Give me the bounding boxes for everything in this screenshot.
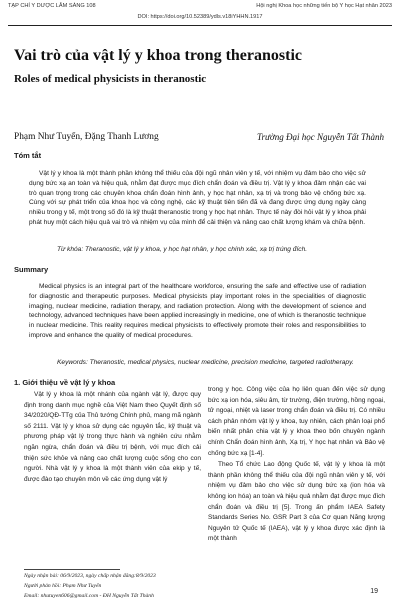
conference-name: Hội nghị Khoa học những tiến bộ Y học Hạt nhân 2023 (256, 3, 392, 9)
section-1-heading: 1. Giới thiệu về vật lý y khoa (14, 378, 116, 387)
abstract-en-heading: Summary (14, 265, 49, 274)
right-paragraph-ilo: Theo Tổ chức Lao động Quốc tế, vật lý y khoa là một thành phần không thể thiếu của đội ngũ nhân viên y tế, với nhiệm vụ đảm bảo cho việc sử dụng bức xạ (ion hóa và không ion hóa) an toàn và hiệu quả nhằm đạt được mục đích chẩn đoán và điều trị [5]. Trong ấn phẩm IAEA Safety Standards Series No. GSR Part 3 của Cơ quan Năng lượng Nguyên tử Quốc tế (IAEA), vật lý y khoa được xác định là một thành (208, 461, 385, 543)
body-right-column (208, 385, 385, 545)
body-left-column: Vật lý y khoa là một nhánh của ngành vật lý, được quy định trong danh mục nghề của Việt Nam theo Quyết định số 34/2020/QĐ-TTg của Thủ tướng Chính phủ, mang mã ngành số 2111. Vật lý y khoa sử dụng các nguyên tắc, kỹ thuật và phương pháp vật lý trong thực hành và nghiên cứu nhằm ngăn ngừa, chẩn đoán và điều trị bệnh, với mục đích cải thiện sức khỏe và nâng cao chất lượng cuộc sống cho con người. Nhà vật lý y khoa là một thành viên của ekip y tế, được đào tạo chuyên môn về các ứng dụng vật lý (24, 391, 201, 483)
footnotes (24, 571, 156, 600)
footnote-divider (24, 569, 120, 570)
footnote-email: Email: nhutuyen606@gmail.com - ĐH Nguyễn Tất Thành (24, 593, 154, 599)
author-list: Phạm Như Tuyển, Đặng Thanh Lương (14, 132, 159, 142)
abstract-en-body: Medical physics is an integral part of the healthcare workforce, ensuring the safe and effective use of radiation for diagnostic and therapeutic purposes. Medical physicists play important roles in the specialities of diagnostic imaging, nuclear medicine, radiation therapy, and radiation protection. Along with the development of science and technology, advanced techniques have been applied increasingly in medicine, one of which is theranostic technique in nuclear medicine. This reality requires medical physicists to effectively promote their roles and responsibilities to improve and enhance the quality of medical procedures. (29, 283, 366, 339)
page-number: 19 (370, 588, 378, 595)
right-paragraph-continued: trong y học. Công việc của họ liên quan đến việc sử dụng bức xạ ion hóa, siêu âm, từ trường, điện trường, hồng ngoại, tử ngoại, nhiệt và laser trong chẩn đoán và điều trị. Có nhiều cách phân nhóm vật lý y khoa, tuy nhiên, cách phân loại phổ biến nhất phân chia vật lý y khoa theo bốn chuyên ngành chính Chẩn đoán hình ảnh, Xạ trị, Y học hạt nhân và Bảo vệ chống bức xạ [1-4]. (208, 386, 385, 457)
journal-name: TẠP CHÍ Y DƯỢC LÂM SÀNG 108 (8, 3, 96, 9)
header-divider (8, 25, 392, 26)
abstract-vn-heading: Tóm tắt (14, 151, 42, 160)
footnote-dates: Ngày nhận bài: 06/9/2023, ngày chấp nhận đăng:8/9/2023 (24, 573, 156, 579)
keywords-vn: Từ khóa: Theranostic, vật lý y khoa, y học hạt nhân, y học chính xác, xạ trị trúng đích. (57, 246, 308, 253)
article-title-english: Roles of medical physicists in theranostic (14, 73, 207, 85)
article-title-vietnamese: Vai trò của vật lý y khoa trong theranostic (14, 47, 302, 64)
author-affiliation: Trường Đại học Nguyễn Tất Thành (257, 132, 384, 142)
doi-link[interactable]: DOI: https://doi.org/10.52389/ydls.v18iYHHN.1917 (137, 14, 263, 20)
abstract-vn-body: Vật lý y khoa là một thành phần không thể thiếu của đội ngũ nhân viên y tế, với nhiệm vụ đảm bảo cho việc sử dụng bức xạ an toàn và hiệu quả, nhằm đạt được mục đích chẩn đoán và điều trị. Vật lý y khoa đảm nhận các vai trò quan trọng trong các chuyên khoa chẩn đoán hình ảnh, y học hạt nhân, xạ trị và trong bảo vệ chống bức xạ. Cùng với sự phát triển của khoa học và công nghệ, các kỹ thuật tiên tiến đã và đang được ứng dụng ngày càng nhiều trong y tế, một trong số đó là kỹ thuật theranostic trong y học hạt nhân. Thực tế này đòi hỏi vật lý y khoa phải phát huy một cách hiệu quả vai trò và nhiệm vụ của mình để cải thiện và nâng cao chất lượng khám và chữa bệnh. (29, 170, 366, 226)
keywords-en: Keywords: Theranostic, medical physics, nuclear medicine, precision medicine, targeted radiotherapy. (57, 359, 354, 366)
footnote-responsible: Người phản hồi: Phạm Như Tuyển (24, 583, 102, 589)
